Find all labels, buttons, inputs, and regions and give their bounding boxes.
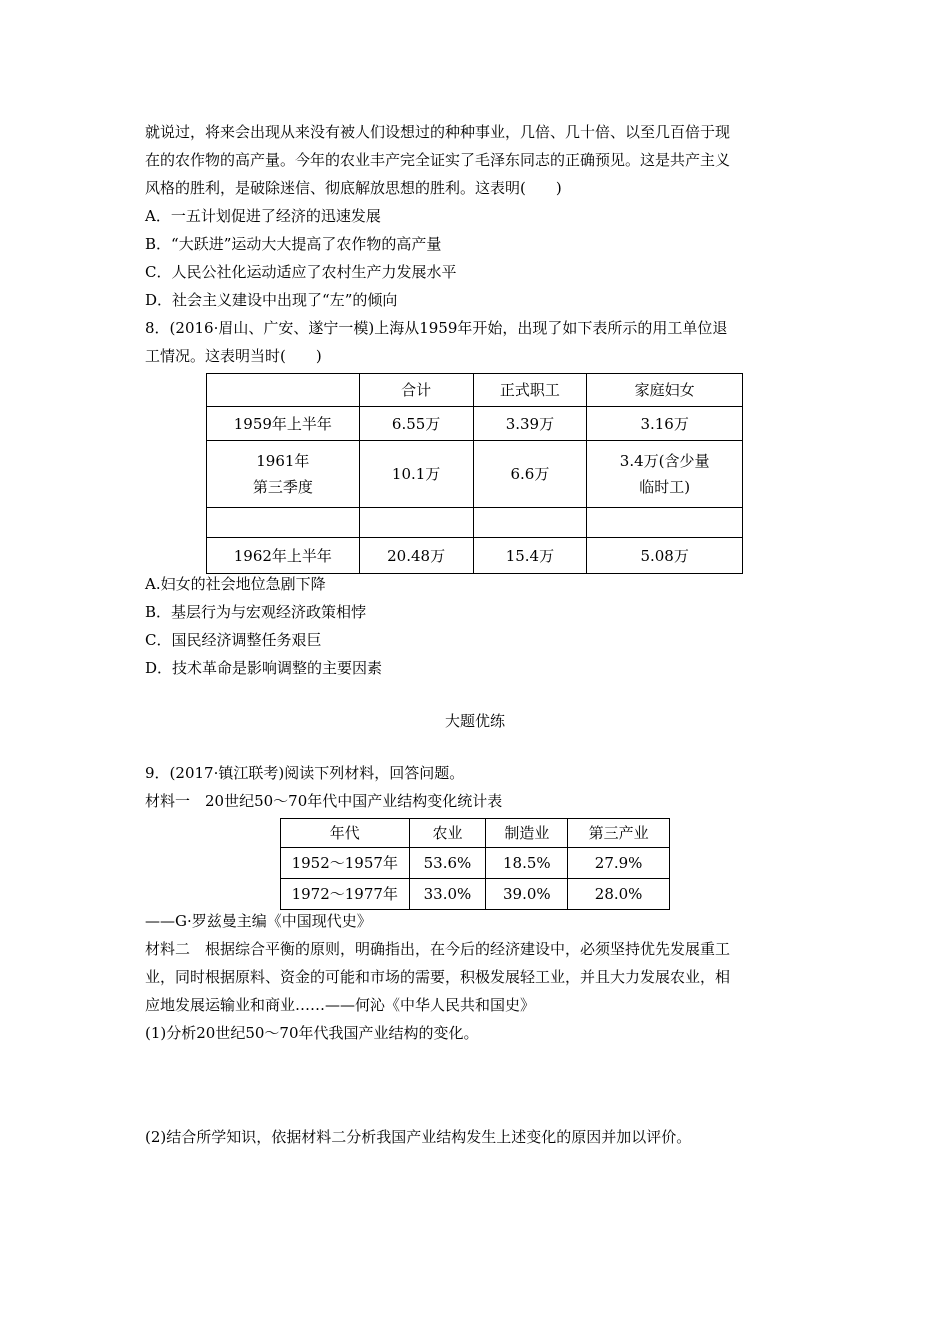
table-cell: 1962年上半年 [207,538,360,574]
table-cell: 39.0% [486,879,568,910]
table-cell: 28.0% [568,879,670,910]
q9-material2-line-3: 应地发展运输业和商业……——何沁《中华人民共和国史》 [145,996,536,1014]
q7-line-3: 风格的胜利，是破除迷信、彻底解放思想的胜利。这表明( ) [145,179,562,197]
q7-option-a: A．一五计划促进了经济的迅速发展 [145,207,381,225]
table-cell [587,508,743,538]
table-header-cell: 合计 [359,374,473,407]
table-cell: 1959年上半年 [207,407,360,441]
table-row [281,848,670,879]
q8-line-1: 8．(2016·眉山、广安、遂宁一模)上海从1959年开始，出现了如下表所示的用工单位退 [145,319,728,337]
q7-option-b: B．“大跃进”运动大大提高了农作物的高产量 [145,235,442,253]
q7-option-c: C．人民公社化运动适应了农村生产力发展水平 [145,263,457,281]
section-title: 大题优练 [444,712,505,730]
table-header-cell: 制造业 [486,819,568,848]
q7-line-2: 在的农作物的高产量。今年的农业丰产完全证实了毛泽东同志的正确预见。这是共产主义 [145,151,731,169]
q8-option-b: B．基层行为与宏观经济政策相悖 [145,603,367,621]
table-header-cell: 正式职工 [473,374,587,407]
q9-sub-question-2: (2)结合所学知识，依据材料二分析我国产业结构发生上述变化的原因并加以评价。 [145,1128,692,1146]
table-cell: 1961年 第三季度 [207,441,360,508]
table-header-cell: 第三产业 [568,819,670,848]
table-cell: 33.0% [409,879,486,910]
table-cell: 53.6% [409,848,486,879]
table-header-cell: 农业 [409,819,486,848]
table-cell: 3.16万 [587,407,743,441]
table-cell: 20.48万 [359,538,473,574]
q8-option-a: A.妇女的社会地位急剧下降 [145,575,326,593]
table-cell: 6.6万 [473,441,587,508]
table-cell [359,508,473,538]
table-cell: 3.4万(含少量 临时工) [587,441,743,508]
q7-line-1: 就说过，将来会出现从来没有被人们设想过的种种事业，几倍、几十倍、以至几百倍于现 [145,123,731,141]
table-row [207,538,743,574]
q8-line-2: 工情况。这表明当时( ) [145,347,322,365]
table-cell: 3.39万 [473,407,587,441]
table-cell: 18.5% [486,848,568,879]
table-row [207,441,743,508]
q9-table [280,818,670,910]
table-row [281,879,670,910]
table-cell [207,508,360,538]
table-row [207,407,743,441]
table-cell: 5.08万 [587,538,743,574]
table-cell: 6.55万 [359,407,473,441]
table-cell [473,508,587,538]
q7-option-d: D．社会主义建设中出现了“左”的倾向 [145,291,398,309]
table-row [207,508,743,538]
q9-material2-line-1: 材料二 根据综合平衡的原则，明确指出，在今后的经济建设中，必须坚持优先发展重工 [145,940,731,958]
table-header-cell: 家庭妇女 [587,374,743,407]
table-cell: 10.1万 [359,441,473,508]
q9-material2-line-2: 业，同时根据原料、资金的可能和市场的需要，积极发展轻工业，并且大力发展农业，相 [145,968,731,986]
table-header-row [207,374,743,407]
q9-material1-title: 材料一 20世纪50～70年代中国产业结构变化统计表 [145,792,503,810]
table-header-cell [207,374,360,407]
table-cell: 27.9% [568,848,670,879]
q8-option-d: D．技术革命是影响调整的主要因素 [145,659,383,677]
q8-table [206,373,743,574]
q8-option-c: C．国民经济调整任务艰巨 [145,631,322,649]
table-cell: 15.4万 [473,538,587,574]
table-cell: 1972～1977年 [281,879,410,910]
q9-source1: ——G·罗兹曼主编《中国现代史》 [145,912,372,930]
q9-intro: 9．(2017·镇江联考)阅读下列材料，回答问题。 [145,764,465,782]
table-header-row [281,819,670,848]
table-cell: 1952～1957年 [281,848,410,879]
table-header-cell: 年代 [281,819,410,848]
q9-sub-question-1: (1)分析20世纪50～70年代我国产业结构的变化。 [145,1024,479,1042]
